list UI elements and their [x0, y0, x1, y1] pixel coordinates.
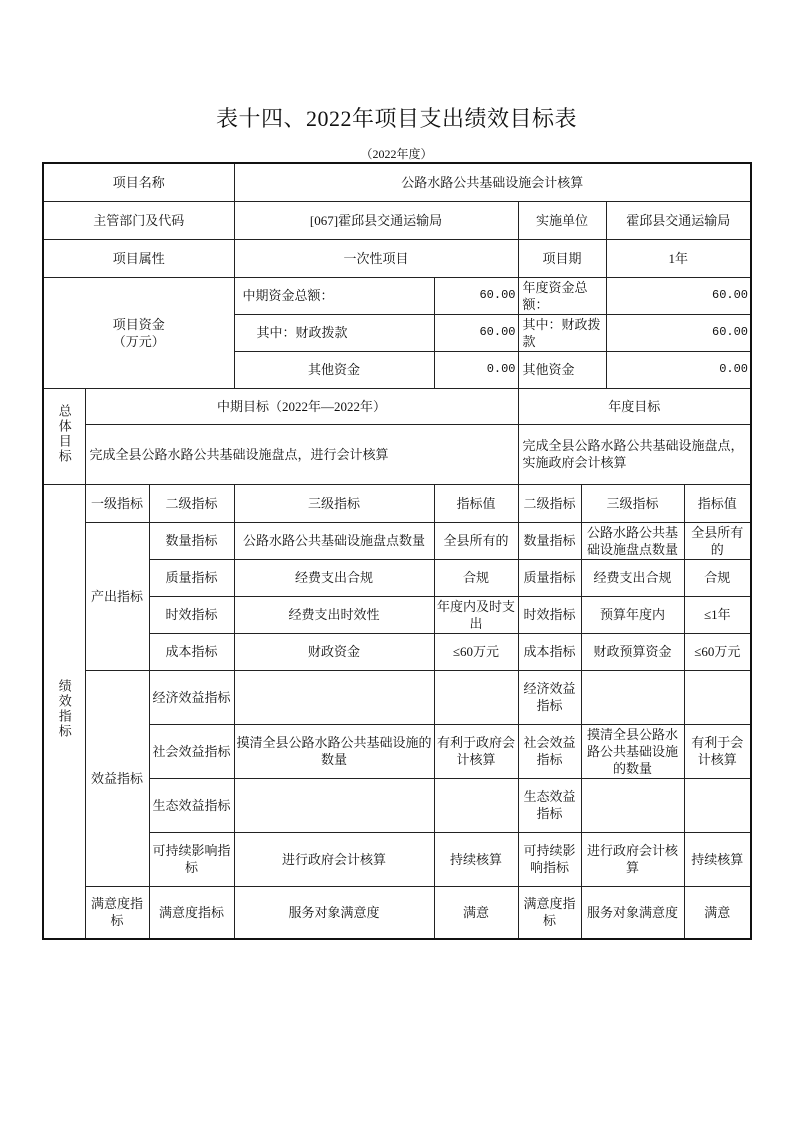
indicator-row	[43, 559, 751, 596]
year-level2-indicator: 经济效益指标	[518, 670, 581, 724]
level2-indicator: 社会效益指标	[149, 724, 234, 778]
year-level2-indicator: 可持续影响指标	[518, 832, 581, 886]
performance-label	[43, 484, 85, 939]
year-level3-indicator	[581, 778, 684, 832]
overall-goal-header-row	[43, 388, 751, 424]
level3-indicator: 进行政府会计核算	[234, 832, 434, 886]
period-value: 1年	[606, 239, 751, 277]
year-level2-indicator: 时效指标	[518, 596, 581, 633]
funds-label: 项目资金 （万元）	[43, 277, 234, 388]
mid-goal-header: 中期目标（2022年—2022年）	[85, 388, 518, 424]
indicator-header-row	[43, 484, 751, 522]
header-cell: 一级指标	[85, 484, 149, 522]
mid-goal-text: 完成全县公路水路公共基础设施盘点，进行会计核算	[85, 424, 518, 484]
project-name-value: 公路水路公共基础设施会计核算	[234, 163, 751, 201]
level3-indicator: 摸清全县公路水路公共基础设施的数量	[234, 724, 434, 778]
level1-indicator: 满意度指标	[85, 886, 149, 939]
attribute-value: 一次性项目	[234, 239, 518, 277]
indicator-value: 持续核算	[434, 832, 518, 886]
indicator-row	[43, 724, 751, 778]
department-value: [067]霍邱县交通运输局	[234, 201, 518, 239]
funds-year-label: 年度资金总额：	[518, 277, 606, 314]
overall-goal-label-text: 总体目标	[56, 404, 72, 464]
funds-year-value: 0.00	[606, 351, 751, 388]
page-subtitle: （2022年度）	[360, 147, 433, 161]
level3-indicator	[234, 670, 434, 724]
year-indicator-value	[684, 670, 751, 724]
indicator-value: 年度内及时支出	[434, 596, 518, 633]
indicator-row	[43, 832, 751, 886]
indicator-value	[434, 670, 518, 724]
year-indicator-value: ≤60万元	[684, 633, 751, 670]
header-cell: 二级指标	[518, 484, 581, 522]
indicator-row	[43, 670, 751, 724]
level2-indicator: 满意度指标	[149, 886, 234, 939]
year-level2-indicator: 成本指标	[518, 633, 581, 670]
funds-mid-label: 其他资金	[234, 351, 434, 388]
funds-mid-label: 中期资金总额：	[234, 277, 434, 314]
header-cell: 三级指标	[234, 484, 434, 522]
indicator-row	[43, 522, 751, 559]
indicator-value: 有利于政府会计核算	[434, 724, 518, 778]
level3-indicator	[234, 778, 434, 832]
year-level2-indicator: 质量指标	[518, 559, 581, 596]
year-level2-indicator: 满意度指标	[518, 886, 581, 939]
year-level3-indicator: 进行政府会计核算	[581, 832, 684, 886]
year-indicator-value: 合规	[684, 559, 751, 596]
funds-mid-value: 60.00	[434, 277, 518, 314]
impl-unit-value: 霍邱县交通运输局	[606, 201, 751, 239]
funds-row	[43, 277, 751, 314]
overall-goal-text-row	[43, 424, 751, 484]
department-row	[43, 201, 751, 239]
year-indicator-value: 全县所有的	[684, 522, 751, 559]
indicator-value: ≤60万元	[434, 633, 518, 670]
page-title: 表十四、2022年项目支出绩效目标表	[215, 106, 577, 131]
funds-year-value: 60.00	[606, 277, 751, 314]
year-indicator-value: ≤1年	[684, 596, 751, 633]
indicator-value: 合规	[434, 559, 518, 596]
year-level3-indicator	[581, 670, 684, 724]
year-indicator-value	[684, 778, 751, 832]
level2-indicator: 成本指标	[149, 633, 234, 670]
performance-label-text: 绩效指标	[56, 679, 72, 740]
year-level3-indicator: 预算年度内	[581, 596, 684, 633]
indicator-row	[43, 633, 751, 670]
indicator-value: 满意	[434, 886, 518, 939]
attribute-label: 项目属性	[43, 239, 234, 277]
funds-year-label: 其他资金	[518, 351, 606, 388]
department-label: 主管部门及代码	[43, 201, 234, 239]
level2-indicator: 数量指标	[149, 522, 234, 559]
level2-indicator: 可持续影响指标	[149, 832, 234, 886]
funds-mid-label: 其中：财政拨款	[234, 314, 434, 351]
year-level3-indicator: 公路水路公共基础设施盘点数量	[581, 522, 684, 559]
project-name-row	[43, 163, 751, 201]
level2-indicator: 质量指标	[149, 559, 234, 596]
attribute-row	[43, 239, 751, 277]
indicator-row	[43, 886, 751, 939]
header-cell: 指标值	[684, 484, 751, 522]
funds-mid-value: 0.00	[434, 351, 518, 388]
level2-indicator: 经济效益指标	[149, 670, 234, 724]
impl-unit-label: 实施单位	[518, 201, 606, 239]
year-goal-text: 完成全县公路水路公共基础设施盘点，实施政府会计核算	[518, 424, 751, 484]
year-level3-indicator: 财政预算资金	[581, 633, 684, 670]
funds-mid-value: 60.00	[434, 314, 518, 351]
year-level3-indicator: 摸清全县公路水路公共基础设施的数量	[581, 724, 684, 778]
performance-target-table	[42, 162, 752, 940]
level3-indicator: 公路水路公共基础设施盘点数量	[234, 522, 434, 559]
level3-indicator: 财政资金	[234, 633, 434, 670]
level1-indicator: 效益指标	[85, 670, 149, 886]
year-level3-indicator: 经费支出合规	[581, 559, 684, 596]
indicator-value: 全县所有的	[434, 522, 518, 559]
level3-indicator: 服务对象满意度	[234, 886, 434, 939]
year-goal-header: 年度目标	[518, 388, 751, 424]
year-level3-indicator: 服务对象满意度	[581, 886, 684, 939]
funds-year-value: 60.00	[606, 314, 751, 351]
level2-indicator: 时效指标	[149, 596, 234, 633]
level3-indicator: 经费支出合规	[234, 559, 434, 596]
funds-year-label: 其中：财政拨款	[518, 314, 606, 351]
header-cell: 二级指标	[149, 484, 234, 522]
indicator-value	[434, 778, 518, 832]
project-name-label: 项目名称	[43, 163, 234, 201]
indicator-row	[43, 596, 751, 633]
year-level2-indicator: 生态效益指标	[518, 778, 581, 832]
period-label: 项目期	[518, 239, 606, 277]
overall-goal-label	[43, 388, 85, 484]
level1-indicator: 产出指标	[85, 522, 149, 670]
year-indicator-value: 持续核算	[684, 832, 751, 886]
year-level2-indicator: 数量指标	[518, 522, 581, 559]
indicator-row	[43, 778, 751, 832]
year-indicator-value: 满意	[684, 886, 751, 939]
level3-indicator: 经费支出时效性	[234, 596, 434, 633]
header-cell: 三级指标	[581, 484, 684, 522]
level2-indicator: 生态效益指标	[149, 778, 234, 832]
year-level2-indicator: 社会效益指标	[518, 724, 581, 778]
year-indicator-value: 有利于会计核算	[684, 724, 751, 778]
header-cell: 指标值	[434, 484, 518, 522]
